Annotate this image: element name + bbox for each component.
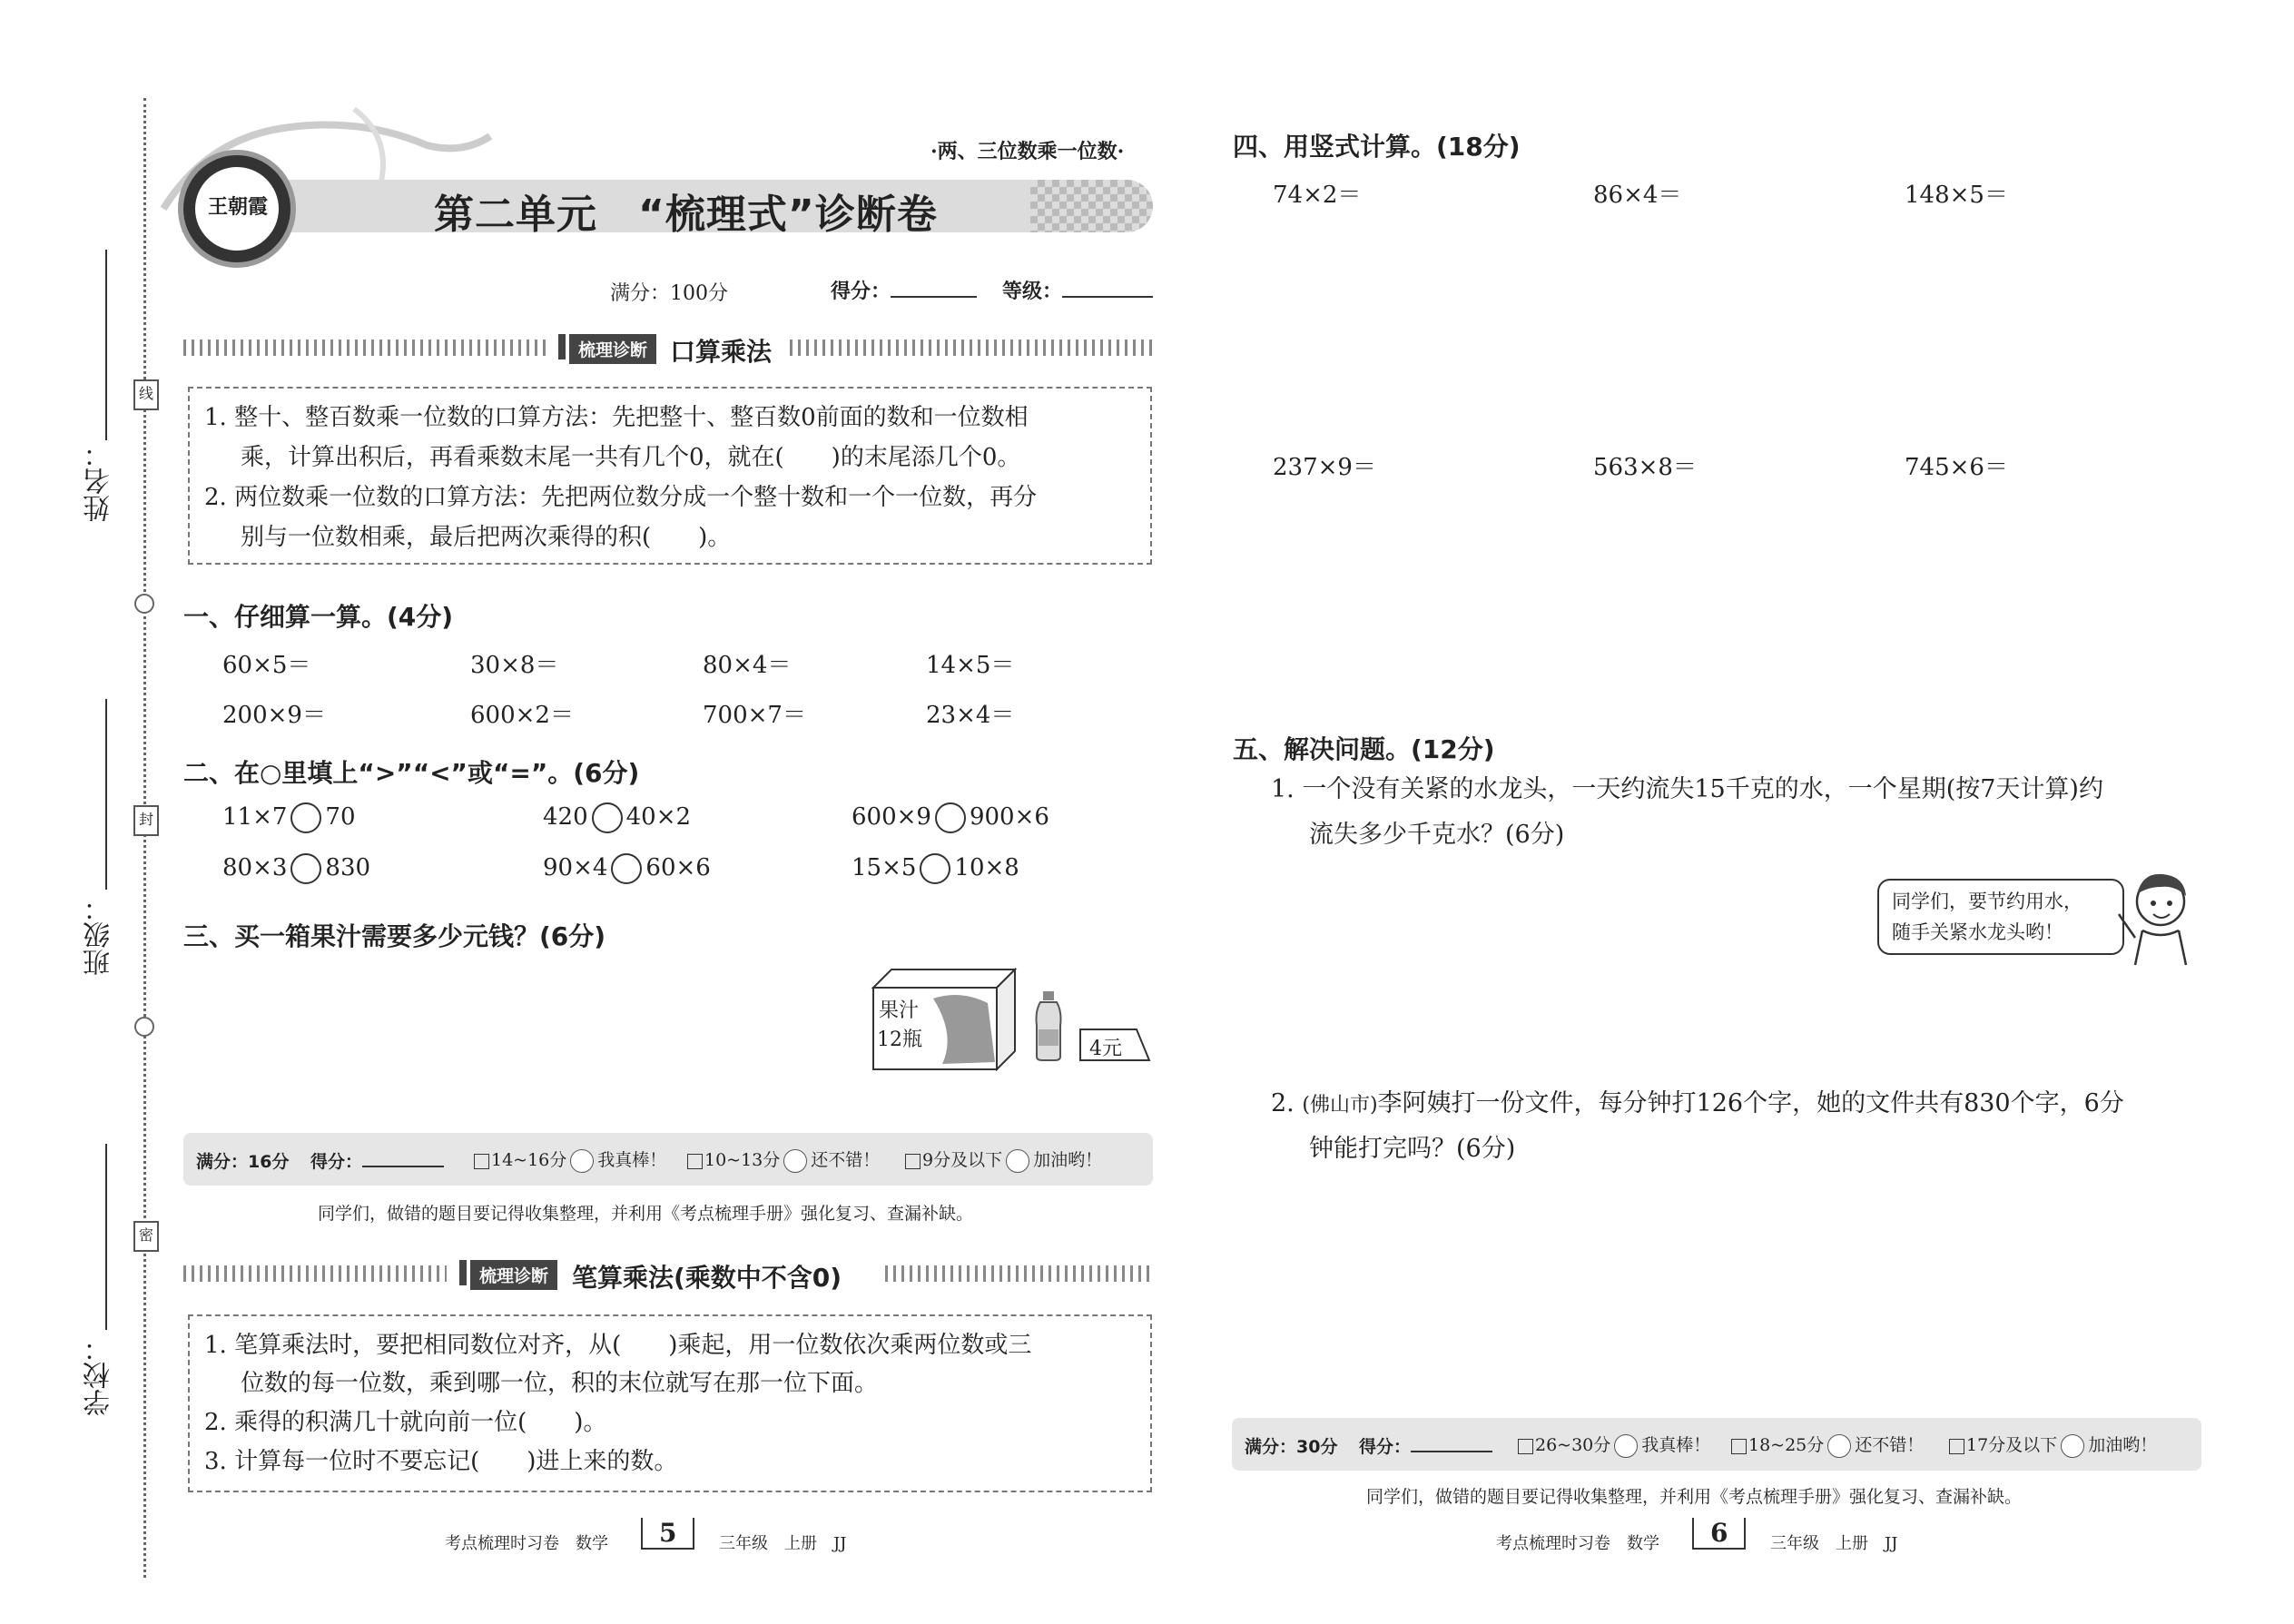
calc-item: 23×4＝	[926, 702, 1015, 729]
seal-mark-seal: 封	[133, 805, 159, 836]
vertical-calc-item: 563×8＝	[1593, 454, 1697, 481]
problem-1-line: 流失多少千克水？(6分)	[1309, 821, 1565, 849]
section-divider	[183, 340, 546, 356]
question-4-heading: 四、用竖式计算。(18分)	[1233, 132, 1521, 162]
compare-circle[interactable]	[611, 853, 642, 884]
rule-line: 3. 计算每一位时不要忘记( )进上来的数。	[204, 1448, 678, 1475]
smile-face-icon	[570, 1149, 594, 1173]
question-3-heading: 三、买一箱果汁需要多少元钱？(6分)	[183, 921, 606, 951]
calm-face-icon	[783, 1149, 807, 1173]
juice-bottle-icon	[1033, 989, 1064, 1062]
score-bar-blank[interactable]	[1411, 1451, 1492, 1452]
seal-mark-line: 线	[133, 379, 159, 410]
boy-character-icon	[2115, 867, 2206, 967]
score-bar-full: 满分：30分	[1245, 1437, 1338, 1457]
juice-box-label: 果汁	[879, 999, 920, 1022]
vertical-calc-item: 74×2＝	[1273, 182, 1362, 209]
binding-ring-icon	[134, 1017, 154, 1037]
footer-grade: 三年级 上册 JJ	[1770, 1534, 1898, 1553]
rule-line: 1. 笔算乘法时，要把相同数位对齐，从( )乘起，用一位数依次乘两位数或三	[204, 1332, 1032, 1359]
class-label: 班级：	[84, 894, 115, 976]
full-score: 满分：100分	[610, 282, 728, 305]
speech-bubble	[1877, 879, 2124, 955]
publisher-logo	[178, 150, 296, 268]
compare-item: 90×4 60×6	[543, 853, 711, 884]
speech-line: 同学们，要节约用水，	[1892, 891, 2082, 912]
score-option: 26~30分 我真棒！	[1518, 1432, 1710, 1458]
vertical-calc-item: 86×4＝	[1593, 182, 1682, 209]
score-option: 17分及以下 加油哟！	[1949, 1432, 2157, 1458]
review-note: 同学们，做错的题目要记得收集整理，并利用《考点梳理手册》强化复习、查漏补缺。	[1366, 1487, 2023, 1507]
calc-item: 30×8＝	[470, 652, 559, 679]
school-blank-line	[105, 1144, 107, 1330]
section-title: 口算乘法	[670, 337, 773, 367]
name-label: 姓名：	[84, 440, 115, 522]
name-blank-line	[105, 250, 107, 440]
section-divider	[183, 1265, 447, 1282]
compare-circle[interactable]	[290, 802, 321, 833]
class-blank-line	[105, 699, 107, 890]
score-option: 14~16分 我真棒！	[474, 1147, 666, 1173]
compare-circle[interactable]	[920, 853, 950, 884]
school-label: 学校：	[84, 1334, 115, 1416]
seal-mark-close: 密	[133, 1221, 159, 1252]
cheer-face-icon	[2061, 1434, 2084, 1458]
calc-item: 700×7＝	[703, 702, 806, 729]
footer-book: 考点梳理时习卷 数学	[445, 1534, 608, 1553]
vertical-calc-item: 745×6＝	[1905, 454, 2008, 481]
score-bar	[183, 1133, 1153, 1186]
page-number: 5	[641, 1518, 694, 1550]
rule-line: 别与一位数相乘，最后把两次乘得的积( )。	[241, 524, 732, 551]
smile-face-icon	[1614, 1434, 1638, 1458]
calc-item: 14×5＝	[926, 652, 1015, 679]
page-title: 第二单元 “梳理式”诊断卷	[434, 192, 938, 238]
score-checkbox[interactable]	[1949, 1439, 1964, 1454]
score-checkbox[interactable]	[474, 1154, 489, 1169]
rule-line: 1. 整十、整百数乘一位数的口算方法：先把整十、整百数0前面的数和一位数相	[204, 404, 1029, 431]
section-divider	[885, 1265, 1153, 1282]
calc-item: 60×5＝	[222, 652, 311, 679]
problem-2-city: (佛山市)	[1302, 1094, 1378, 1117]
footer-grade: 三年级 上册 JJ	[719, 1534, 847, 1553]
section-divider	[790, 340, 1153, 356]
rule-line: 2. 乘得的积满几十就向前一位( )。	[204, 1409, 607, 1436]
grade-blank[interactable]	[1062, 296, 1153, 298]
rule-line: 位数的每一位数，乘到哪一位，积的末位就写在那一位下面。	[241, 1370, 879, 1397]
compare-item: 80×3 830	[222, 853, 370, 884]
rule-line: 乘，计算出积后，再看乘数末尾一共有几个0，就在( )的末尾添几个0。	[241, 444, 1021, 471]
calc-item: 200×9＝	[222, 702, 326, 729]
problem-2-line: 2. (佛山市)李阿姨打一份文件，每分钟打126个字，她的文件共有830个字，6分	[1271, 1089, 2124, 1117]
section-title: 笔算乘法(乘数中不含0)	[572, 1263, 842, 1293]
tag-marker	[459, 1260, 467, 1285]
calc-item: 80×4＝	[703, 652, 792, 679]
score-option: 10~13分 还不错！	[687, 1147, 880, 1173]
juice-box-count: 12瓶	[877, 1029, 922, 1051]
compare-item: 11×7 70	[222, 802, 356, 833]
compare-item: 600×9 900×6	[852, 802, 1049, 833]
rule-line: 2. 两位数乘一位数的口算方法：先把两位数分成一个整十数和一个一位数，再分	[204, 484, 1038, 511]
score-checkbox[interactable]	[1518, 1439, 1533, 1454]
score-option: 9分及以下 加油哟！	[905, 1147, 1102, 1173]
problem-1-line: 1. 一个没有关紧的水龙头，一天约流失15千克的水，一个星期(按7天计算)约	[1271, 775, 2103, 803]
footer-book: 考点梳理时习卷 数学	[1496, 1534, 1659, 1553]
banner-pattern	[1030, 180, 1153, 232]
binding-dotted-line	[143, 98, 146, 1578]
score-option: 18~25分 还不错！	[1731, 1432, 1924, 1458]
calm-face-icon	[1827, 1434, 1851, 1458]
question-2-heading: 二、在○里填上“>”“<”或“=”。(6分)	[183, 758, 640, 788]
calc-item: 600×2＝	[470, 702, 574, 729]
score-checkbox[interactable]	[905, 1154, 921, 1169]
price-label: 4元	[1089, 1038, 1122, 1060]
score-checkbox[interactable]	[687, 1154, 703, 1169]
review-note: 同学们，做错的题目要记得收集整理，并利用《考点梳理手册》强化复习、查漏补缺。	[318, 1204, 974, 1224]
score-bar-full: 满分：16分	[196, 1152, 290, 1172]
compare-item: 15×5 10×8	[852, 853, 1019, 884]
score-bar-got: 得分：	[1359, 1433, 1492, 1458]
score-bar-got: 得分：	[310, 1148, 444, 1173]
score-bar	[1232, 1418, 2201, 1471]
compare-circle[interactable]	[290, 853, 321, 884]
score-blank[interactable]	[891, 296, 977, 298]
tag-marker	[558, 334, 566, 359]
score-bar-blank[interactable]	[362, 1166, 444, 1167]
section-tag: 梳理诊断	[470, 1260, 557, 1290]
grade-label: 等级：	[1002, 276, 1153, 304]
logo-text: 王朝霞	[207, 196, 268, 219]
question-5-heading: 五、解决问题。(12分)	[1233, 734, 1495, 764]
page-number: 6	[1692, 1518, 1746, 1550]
section-tag: 梳理诊断	[569, 334, 656, 364]
speech-line: 随手关紧水龙头哟！	[1892, 921, 2063, 943]
compare-circle[interactable]	[935, 802, 966, 833]
vertical-calc-item: 237×9＝	[1273, 454, 1376, 481]
problem-2-line: 钟能打完吗？(6分)	[1309, 1135, 1516, 1163]
score-label: 得分：	[831, 276, 977, 304]
compare-item: 420 40×2	[543, 802, 691, 833]
question-1-heading: 一、仔细算一算。(4分)	[183, 602, 454, 632]
score-checkbox[interactable]	[1731, 1439, 1747, 1454]
unit-topic: ·两、三位数乘一位数·	[930, 140, 1125, 163]
cheer-face-icon	[1006, 1149, 1029, 1173]
vertical-calc-item: 148×5＝	[1905, 182, 2008, 209]
binding-ring-icon	[134, 594, 154, 614]
compare-circle[interactable]	[592, 802, 623, 833]
